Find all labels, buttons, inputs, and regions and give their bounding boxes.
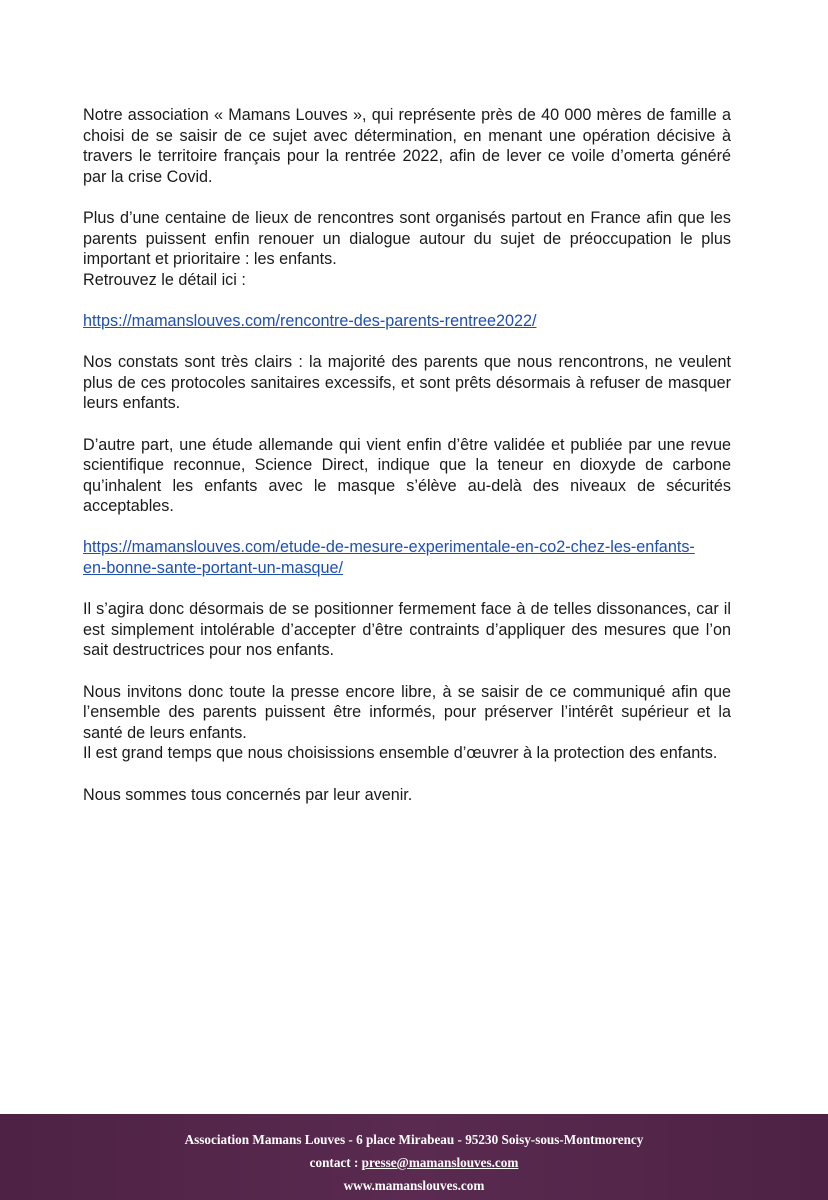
paragraph-findings: Nos constats sont très clairs : la majorité des parents que nous rencontrons, ne veulent plus de ces protocoles sanitaires excessifs, et sont prêts désormais à refuser de masquer leurs enfants. [83,353,731,413]
footer-address: Association Mamans Louves - 6 place Mirabeau - 95230 Soisy-sous-Montmorency [184,1132,644,1147]
footer-email-link[interactable]: presse@mamanslouves.com [361,1155,519,1170]
paragraph-dissonances: Il s’agira donc désormais de se positionner fermement face à de telles dissonances, car il est simplement intolérable d’accepter d’être contraints d’appliquer des mesures que l’on sait destructrices pour nos enfants. [83,600,731,660]
footer-contact [0,1155,828,1171]
paragraph-association-intro: Notre association « Mamans Louves », qui représente près de 40 000 mères de famille a choisi de se saisir de ce sujet avec détermination, en menant une opération décisive à travers le territoire français pour la rentrée 2022, afin de lever ce voile d’omerta généré par la crise Covid. [83,106,731,186]
link-study[interactable] [83,537,731,578]
paragraph-press-invitation [83,682,731,764]
footer-banner [0,1114,828,1200]
link-study-line-2[interactable]: en-bonne-sante-portant-un-masque/ [83,559,344,578]
document-body [83,105,731,826]
footer-contact-label: contact : [309,1155,359,1170]
link-meetings-text[interactable]: https://mamanslouves.com/rencontre-des-parents-rentree2022/ [83,311,537,330]
paragraph-closing: Nous sommes tous concernés par leur avenir. [83,785,413,804]
link-study-line-1[interactable]: https://mamanslouves.com/etude-de-mesure-experimentale-en-co2-chez-les-enfants- [83,538,695,557]
paragraph-meeting-places-text: Plus d’une centaine de lieux de rencontres sont organisés partout en France afin que les parents puissent enfin renouer un dialogue autour du sujet de préoccupation le plus important et prioritaire : les enfants. [83,208,731,269]
footer-website-link[interactable]: www.mamanslouves.com [343,1178,485,1193]
paragraph-protection: Il est grand temps que nous choisissions ensemble d’œuvrer à la protection des enfants. [83,744,718,763]
link-meetings[interactable] [83,311,731,332]
paragraph-german-study: D’autre part, une étude allemande qui vient enfin d’être validée et publiée par une revue scientifique reconnue, Science Direct, indique que la teneur en dioxyde de carbone qu’inhalent les enfants avec le masque s’élève au-delà des niveaux de sécurités acceptables. [83,435,731,516]
paragraph-meeting-places [83,208,731,290]
paragraph-press-invitation-text: Nous invitons donc toute la presse encore libre, à se saisir de ce communiqué afin que l’ensemble des parents puissent être informés, pour préserver l’intérêt supérieur et la santé de leurs enfants. [83,682,731,742]
details-prompt: Retrouvez le détail ici : [83,270,246,289]
